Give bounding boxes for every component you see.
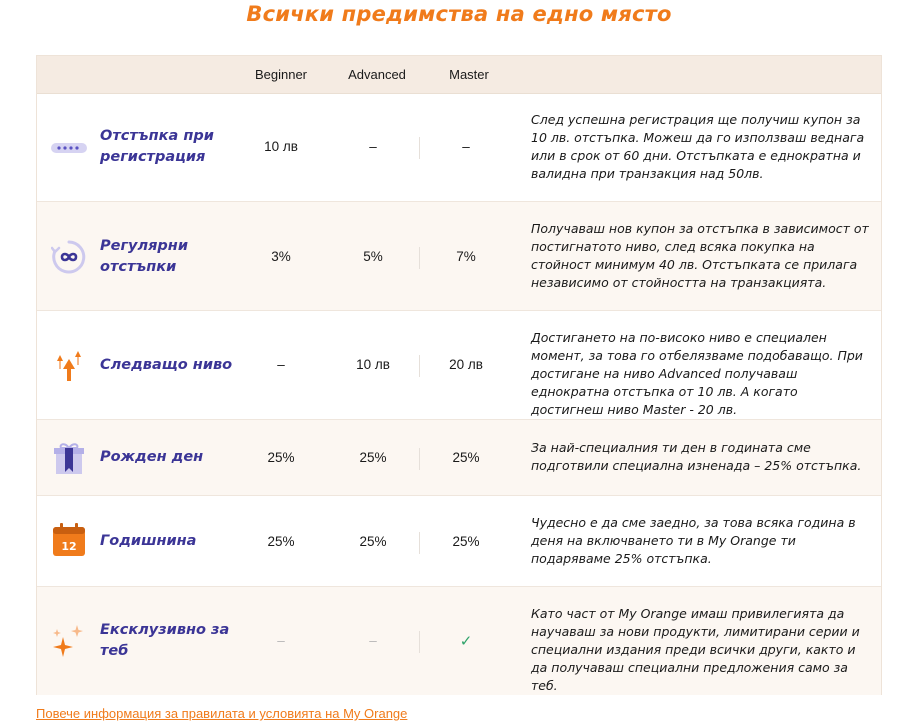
benefit-description: Достигането на по-високо ниво е специален момент, за това го отбелязваме подобаващо. При достигане на ниво Advanced получаваш еднократна отстъпка от 10 лв. А когато достигнеш ниво Master - 20 лв. [531, 330, 863, 417]
page-title: Всички предимства на едно място [246, 2, 672, 26]
benefit-description: Получаваш нов купон за отстъпка в зависимост от постигнатото ниво, след всяка покупка на стойност минимум 40 лв. Отстъпката се прилага независимо от стойността на транзакцията. [531, 221, 869, 290]
value-beginner: 10 лв [264, 139, 298, 154]
divider [419, 448, 420, 470]
terms-link[interactable]: Повече информация за правилата и условията на My Orange [36, 706, 408, 721]
column-header-advanced: Advanced [348, 67, 406, 82]
benefit-name: Рожден ден [100, 449, 204, 465]
value-beginner: – [277, 357, 285, 372]
value-master: 25% [452, 450, 480, 465]
table-row [37, 587, 881, 695]
table-row [37, 420, 881, 496]
benefit-description: След успешна регистрация ще получиш купон за 10 лв. отстъпка. Можеш да го използваш веднага или в срок от 60 дни. Отстъпката е еднократна и валидна при транзакция над 50лв. [531, 112, 865, 181]
benefits-table [36, 55, 882, 695]
table-row [37, 496, 881, 587]
column-header-beginner: Beginner [254, 67, 308, 82]
divider [419, 247, 420, 269]
benefit-description: Чудесно е да сме заедно, за това всяка година в деня на включването ти в My Orange ти подаряваме 25% отстъпка. [531, 515, 856, 566]
value-advanced: 5% [363, 249, 383, 264]
password-dots-icon [51, 130, 87, 166]
infinity-cycle-icon [51, 239, 87, 275]
calendar-icon [51, 522, 87, 558]
value-master: – [462, 139, 470, 154]
divider [419, 631, 420, 653]
value-advanced: – [369, 139, 377, 154]
sparkles-icon [51, 623, 87, 659]
table-row [37, 202, 881, 311]
divider [419, 137, 420, 159]
value-advanced: 25% [359, 534, 387, 549]
calendar-day: 12 [61, 540, 77, 553]
value-advanced: 25% [359, 450, 387, 465]
arrows-up-icon [51, 347, 87, 383]
value-master: 7% [456, 249, 476, 264]
value-advanced: – [369, 633, 377, 648]
benefit-description: Като част от My Orange имаш привилегията да научаваш за нови продукти, лимитирани серии и специални издания преди всички други, както и да получаваш специални предложения само за теб. [531, 606, 860, 693]
table-header [37, 56, 881, 94]
divider [419, 355, 420, 377]
value-advanced: 10 лв [356, 357, 390, 372]
benefit-name: Регулярни отстъпки [100, 238, 188, 275]
value-master: 20 лв [449, 357, 483, 372]
benefit-name: Следващо ниво [100, 357, 233, 373]
check-icon: ✓ [459, 633, 473, 650]
value-beginner: 3% [271, 249, 291, 264]
table-row [37, 311, 881, 420]
benefit-description: За най-специалния ти ден в годината сме подготвили специална изненада – 25% отстъпка. [531, 440, 862, 473]
gift-icon [51, 440, 87, 476]
benefit-name: Годишнина [100, 533, 197, 549]
value-master: 25% [452, 534, 480, 549]
value-beginner: 25% [267, 450, 295, 465]
value-beginner: 25% [267, 534, 295, 549]
value-beginner: – [277, 633, 285, 648]
column-header-master: Master [449, 67, 489, 82]
benefit-name: Отстъпка при регистрация [100, 128, 214, 165]
table-row [37, 94, 881, 202]
divider [419, 532, 420, 554]
benefit-name: Ексклузивно за теб [100, 622, 230, 659]
